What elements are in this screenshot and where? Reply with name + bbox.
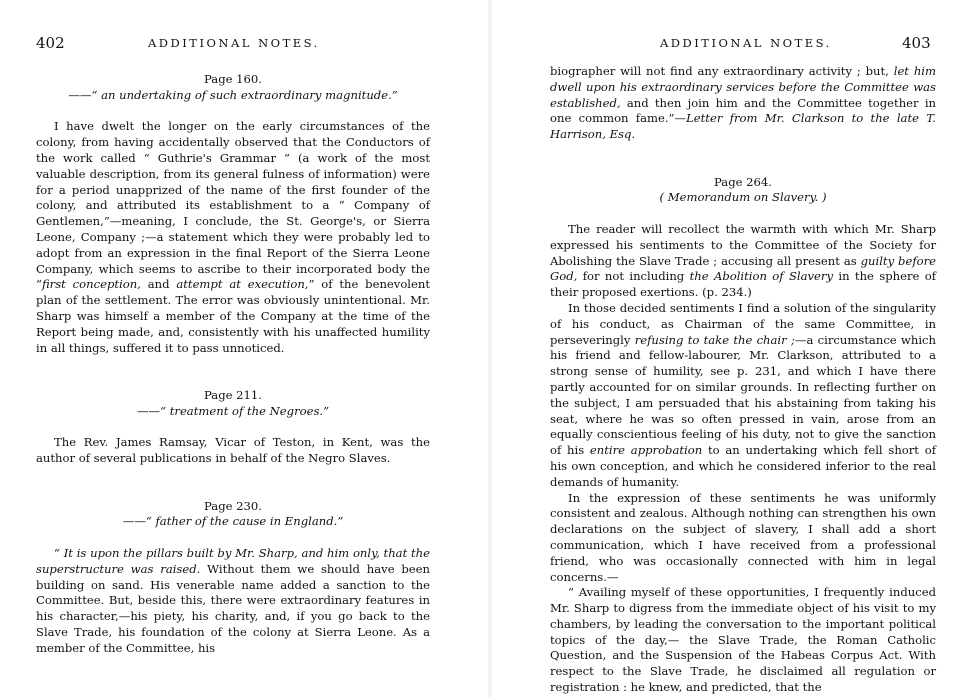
section-quote: ——“ father of the cause in England.” <box>122 514 344 529</box>
paragraph: “ Availing myself of these opportunities, I frequently induced Mr. Sharp to digress from the immediate object of his visit to my chambers, by leading the conversation to the important political topics of the day,— the Slave Trade, the Roman Catholic Question, and the Suspension of the Habeas Corpus Act. With respect to the Slave Trade, he disclaimed all regulation or registration : he knew, and predicted, that the <box>550 585 936 695</box>
paragraph: In the expression of these sentiments he was uniformly consistent and zealous. Although nothing can strengthen his own declarations on the subject of slavery, I shall add a short communication, which I have received from a professional friend, who was occasionally connected with him in legal concerns.— <box>550 490 936 584</box>
section-heading: Page 160. <box>204 72 262 86</box>
section-quote: ——“ treatment of the Negroes.” <box>136 403 330 418</box>
page-number: 402 <box>36 34 65 52</box>
section-heading: Page 230. <box>204 498 262 513</box>
paragraph: The reader will recollect the warmth with which Mr. Sharp expressed his sentiments to the Committee of the Society for Abolishing the Slave Trade ; accusing all present as guilty before God, for not including the Abolition of Slavery in the sphere of their proposed exertions. (p. 234.) <box>550 221 937 300</box>
section-heading: Page 211. <box>204 387 262 402</box>
section-subheading: ( Memorandum on Slavery. ) <box>659 190 827 205</box>
paragraph: “ It is upon the pillars built by Mr. Sharp, and him only, that the superstructure was raised. Without them we should have been building on sand. His venerable name added a sanction to the Committee. But, beside this, there were extraordinary features in his character,—his piety, his charity, and, if you go back to the Slave Trade, his foundation of the colony at Sierra Leone. As a member of the Committee, his <box>36 545 430 655</box>
section-quote: ——“ an undertaking of such extraordinary magnitude.” <box>68 87 398 102</box>
paragraph: The Rev. James Ramsay, Vicar of Teston, in Kent, was the author of several publications in behalf of the Negro Slaves. <box>36 435 430 466</box>
left-text-block <box>36 72 430 656</box>
paragraph: In those decided sentiments I find a solution of the singularity of his conduct, as Chairman of the same Committee, in perseveringly refusing to take the chair ;—a circumstance which his friend and fellow-labourer, Mr. Clarkson, attributed to a strong sense of humility, see p. 231, and which I have there partly accounted for on similar grounds. In reflecting further on the subject, I am persuaded that his abstaining from taking his seat, where he was so often pressed in vain, arose from an equally conscientious feeling of his duty, not to give the sanction of his entire approbation to an undertaking which fell short of his own conception, and which he considered inferior to the real demands of humanity. <box>550 300 936 489</box>
running-head: ADDITIONAL NOTES. <box>148 36 320 50</box>
section-heading: Page 264. <box>714 174 772 189</box>
paragraph: I have dwelt the longer on the early circumstances of the colony, from having accidentally observed that the Conductors of the work called “ Guthrie's Grammar ” (a work of the most valuable description, from its general fulness of information) were for a period unapprized of the name of the first founder of the colony, and attributed its establishment to a “ Company of Gentlemen,”—meaning, I conclude, the St. George's, or Sierra Leone, Company ;—a statement which they were probably led to adopt from an expression in the final Report of the Sierra Leone Company, which seems to ascribe to their incorporated body the “first conception, and attempt at execution,” of the benevolent plan of the settlement. The error was obviously unintentional. Mr. Sharp was himself a member of the Company at the time of the Report being made, and, consistently with his unaffected humility in all things, suffered it to pass unnoticed. <box>36 119 430 355</box>
continuation-paragraph: biographer will not find any extraordinary activity ; but, let him dwell upon his extraordinary services before the Committee was established, and then join him and the Committee together in one common fame.”—Letter from Mr. Clarkson to the late T. Harrison, Esq. <box>550 64 936 142</box>
running-head: ADDITIONAL NOTES. <box>660 36 832 50</box>
page-number: 403 <box>902 34 931 52</box>
right-page <box>490 0 980 697</box>
right-text-block <box>550 64 936 696</box>
